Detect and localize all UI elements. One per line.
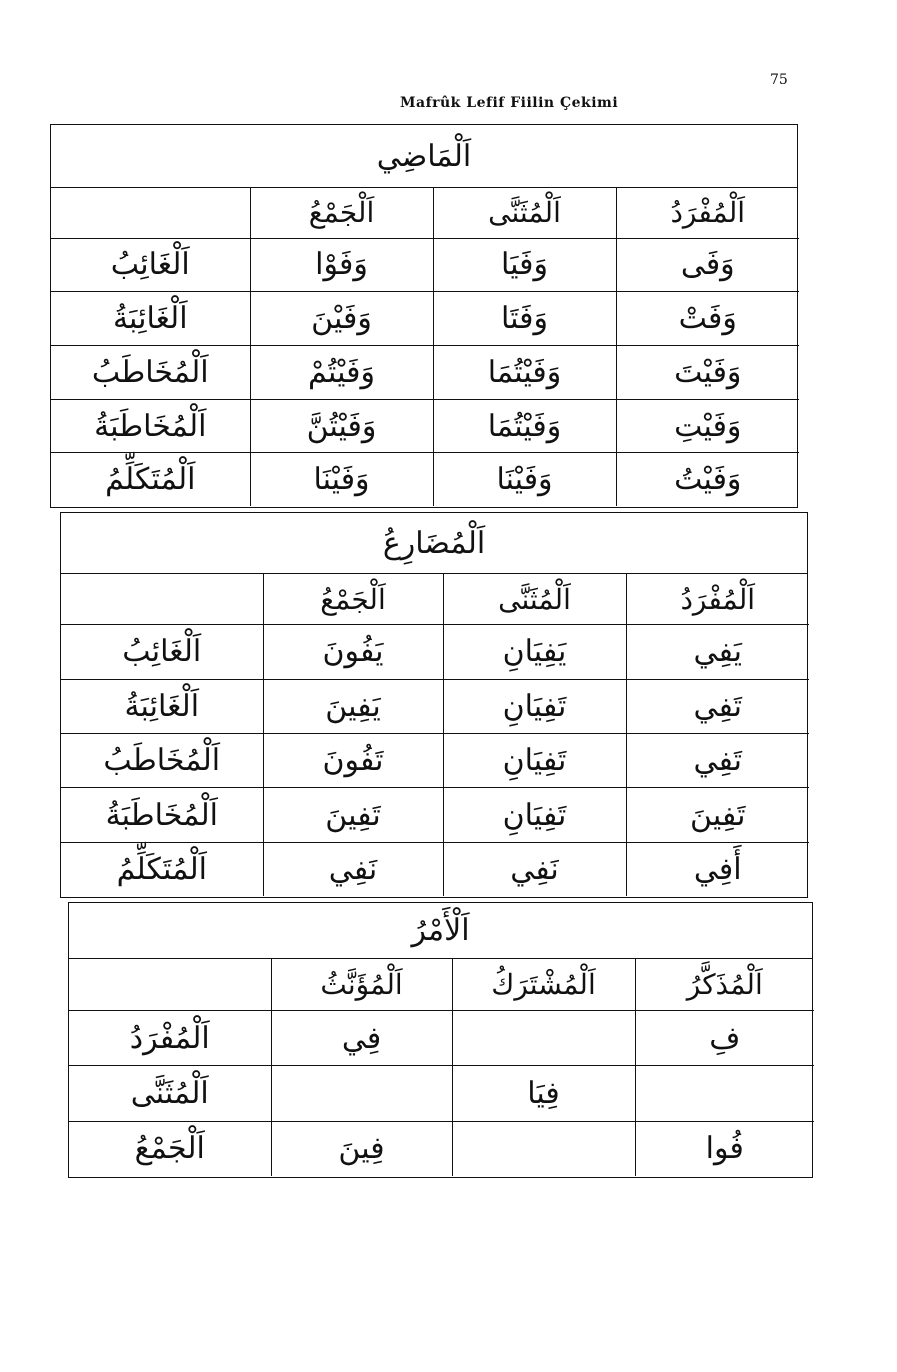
table-cell: وَفَيْتُمَا — [433, 399, 616, 453]
table-row — [61, 733, 809, 787]
table-cell: تَفِينَ — [263, 788, 443, 842]
table-cell: وَفَيْنَا — [250, 453, 433, 506]
table-cell: وَفَيْتَ — [616, 345, 799, 399]
table-cell — [271, 1066, 452, 1121]
row-label: اَلْمُتَكَلِّمُ — [61, 842, 263, 896]
column-header-empty — [51, 188, 250, 238]
column-header-empty — [69, 959, 271, 1011]
column-header: اَلْمُذَكَّرُ — [635, 959, 814, 1011]
row-label: اَلْمُخَاطَبَةُ — [51, 399, 250, 453]
table-cell: يَفِي — [626, 625, 809, 679]
row-label: اَلْمُتَكَلِّمُ — [51, 453, 250, 506]
column-header: اَلْمُثَنَّى — [443, 574, 626, 625]
column-header: اَلْمُؤَنَّثُ — [271, 959, 452, 1011]
table-cell: تَفِي — [626, 733, 809, 787]
table-row — [51, 453, 799, 506]
row-label: اَلْمُخَاطَبُ — [51, 345, 250, 399]
table-cell: تَفِيَانِ — [443, 733, 626, 787]
mudari-header-row — [61, 574, 809, 625]
column-header: اَلْمُشْتَرَكُ — [452, 959, 635, 1011]
table-cell: فِي — [271, 1011, 452, 1066]
table-cell — [452, 1011, 635, 1066]
madi-header-row — [51, 188, 799, 238]
column-header: اَلْجَمْعُ — [250, 188, 433, 238]
table-row — [61, 625, 809, 679]
table-cell: يَفُونَ — [263, 625, 443, 679]
table-row — [69, 1011, 814, 1066]
table-row — [51, 345, 799, 399]
table-cell — [452, 1121, 635, 1176]
row-label: اَلْمُفْرَدُ — [69, 1011, 271, 1066]
table-cell: نَفِي — [263, 842, 443, 896]
table-cell: وَفَى — [616, 238, 799, 292]
table-cell: يَفِينَ — [263, 679, 443, 733]
table-cell: وَفَيْتُمَا — [433, 345, 616, 399]
table-cell: وَفَتْ — [616, 292, 799, 346]
table-cell: وَفَيْنَا — [433, 453, 616, 506]
table-row — [51, 399, 799, 453]
row-label: اَلْمُخَاطَبَةُ — [61, 788, 263, 842]
row-label: اَلْغَائِبَةُ — [61, 679, 263, 733]
row-label: اَلْغَائِبَةُ — [51, 292, 250, 346]
table-cell: يَفِيَانِ — [443, 625, 626, 679]
column-header: اَلْمُثَنَّى — [433, 188, 616, 238]
table-cell: وَفَيْتُ — [616, 453, 799, 506]
table-cell: فِيَا — [452, 1066, 635, 1121]
table-cell: تَفِيَانِ — [443, 788, 626, 842]
madi-table — [50, 124, 798, 508]
amr-header-row — [69, 959, 814, 1011]
table-cell: فِينَ — [271, 1121, 452, 1176]
amr-title: اَلْأَمْرُ — [69, 903, 812, 959]
amr-table — [68, 902, 813, 1178]
table-cell: فِ — [635, 1011, 814, 1066]
row-label: اَلْجَمْعُ — [69, 1121, 271, 1176]
column-header: اَلْجَمْعُ — [263, 574, 443, 625]
table-cell: وَفَتَا — [433, 292, 616, 346]
row-label: اَلْمُثَنَّى — [69, 1066, 271, 1121]
row-label: اَلْغَائِبُ — [61, 625, 263, 679]
page-number: 75 — [770, 72, 788, 88]
table-cell: وَفَيْنَ — [250, 292, 433, 346]
table-cell: وَفَيْتُمْ — [250, 345, 433, 399]
table-cell — [635, 1066, 814, 1121]
row-label: اَلْمُخَاطَبُ — [61, 733, 263, 787]
row-label: اَلْغَائِبُ — [51, 238, 250, 292]
table-row — [69, 1066, 814, 1121]
mudari-title: اَلْمُضَارِعُ — [61, 513, 807, 574]
table-cell: وَفَوْا — [250, 238, 433, 292]
column-header-empty — [61, 574, 263, 625]
table-row — [51, 238, 799, 292]
table-cell: وَفَيْتِ — [616, 399, 799, 453]
running-title: Mafrûk Lefif Fiilin Çekimi — [400, 95, 619, 111]
column-header: اَلْمُفْرَدُ — [616, 188, 799, 238]
table-row — [61, 842, 809, 896]
table-cell: تَفِي — [626, 679, 809, 733]
table-cell: تَفِيَانِ — [443, 679, 626, 733]
table-cell: فُوا — [635, 1121, 814, 1176]
table-row — [61, 679, 809, 733]
column-header: اَلْمُفْرَدُ — [626, 574, 809, 625]
table-row — [51, 292, 799, 346]
table-cell: وَفَيْتُنَّ — [250, 399, 433, 453]
table-row — [69, 1121, 814, 1176]
table-cell: وَفَيَا — [433, 238, 616, 292]
madi-title: اَلْمَاضِي — [51, 125, 797, 188]
table-cell: نَفِي — [443, 842, 626, 896]
table-cell: أَفِي — [626, 842, 809, 896]
table-cell: تَفُونَ — [263, 733, 443, 787]
table-cell: تَفِينَ — [626, 788, 809, 842]
mudari-table — [60, 512, 808, 898]
table-row — [61, 788, 809, 842]
